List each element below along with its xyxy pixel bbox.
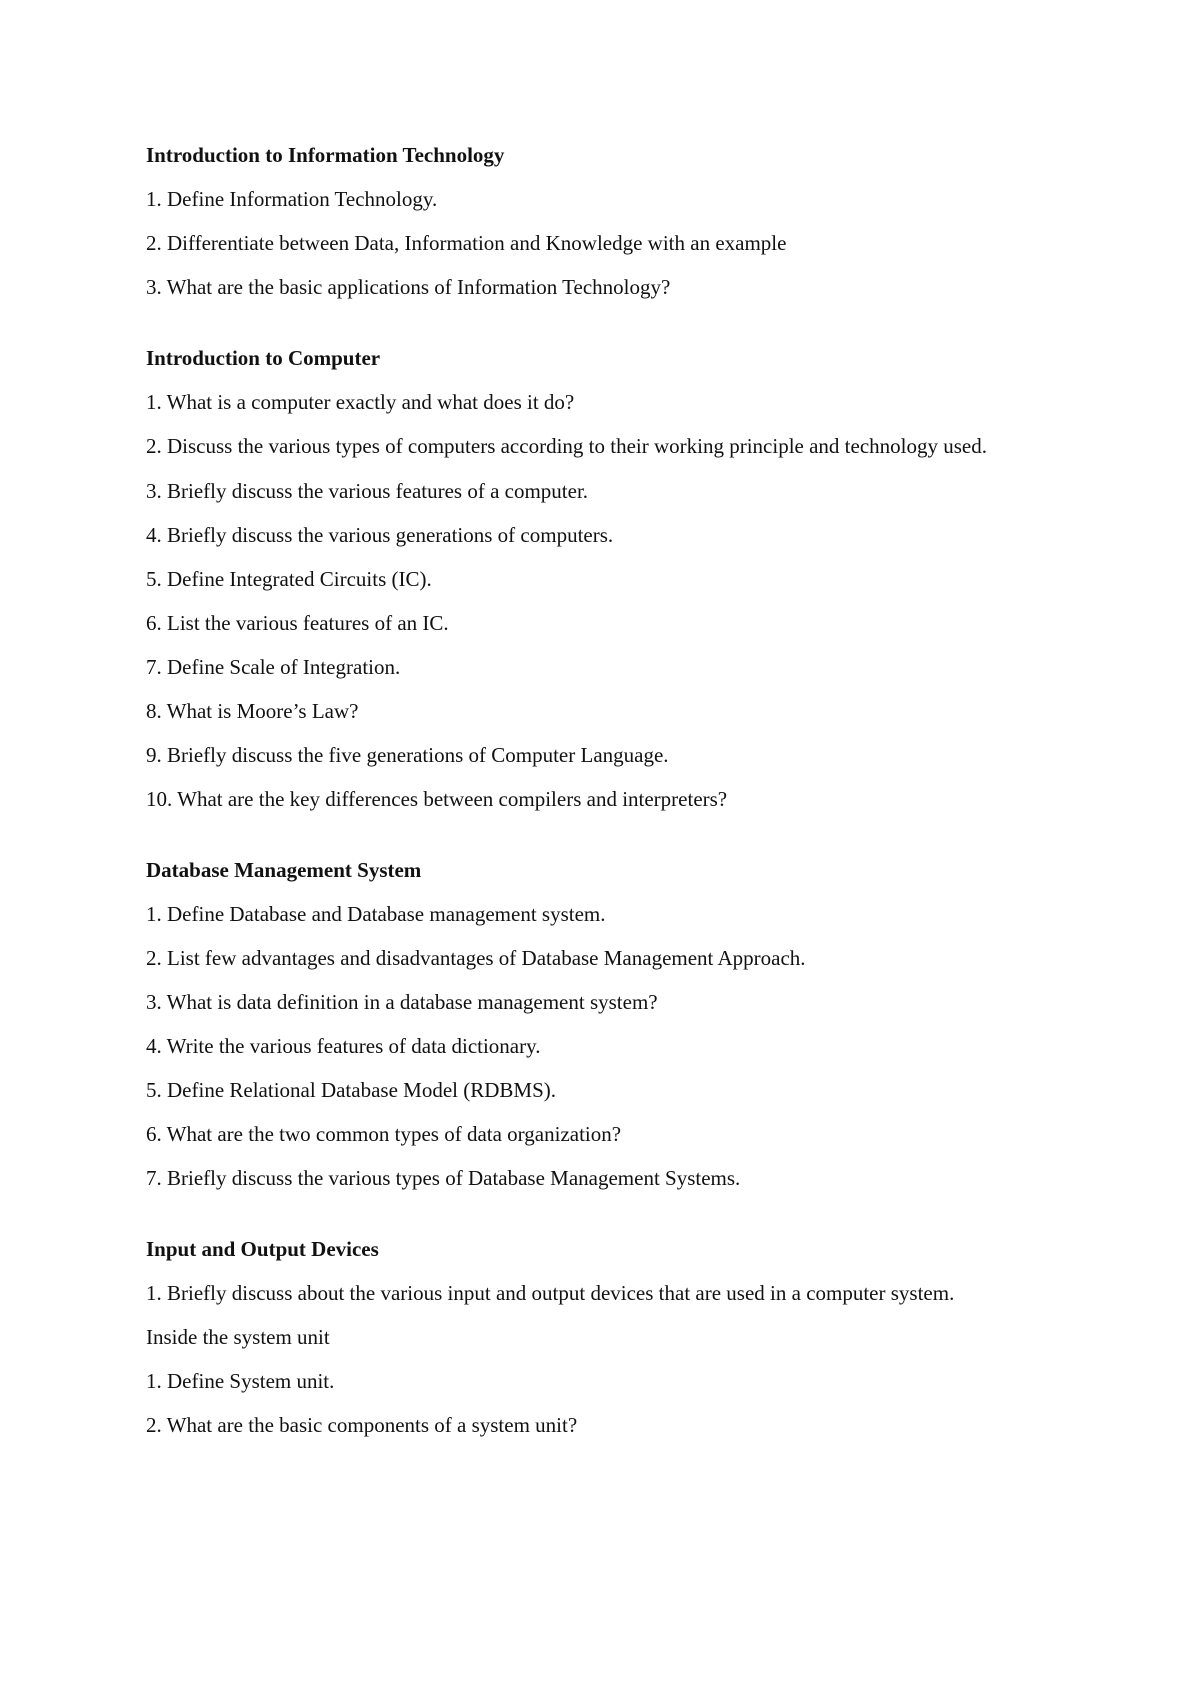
question-item: 2. List few advantages and disadvantages of Database Management Approach. (146, 946, 806, 970)
section-io-devices (146, 1236, 1066, 1438)
question-item: 2. Discuss the various types of computers according to their working principle and technology used. (146, 434, 987, 458)
question-item: 9. Briefly discuss the five generations of Computer Language. (146, 743, 669, 767)
question-item: 6. List the various features of an IC. (146, 611, 449, 635)
question-item: 2. Differentiate between Data, Information and Knowledge with an example (146, 231, 787, 255)
question-item: 1. What is a computer exactly and what does it do? (146, 390, 575, 414)
question-item: 3. What are the basic applications of Information Technology? (146, 275, 671, 299)
question-item: 1. Briefly discuss about the various input and output devices that are used in a computer system. (146, 1281, 955, 1305)
section-heading: Database Management System (146, 858, 422, 882)
section-intro-computer (146, 345, 1066, 812)
question-item: 5. Define Relational Database Model (RDBMS). (146, 1078, 556, 1102)
document-page (146, 142, 1066, 1456)
subheading-text: Inside the system unit (146, 1325, 330, 1349)
section-heading: Input and Output Devices (146, 1237, 379, 1261)
question-item: 2. What are the basic components of a system unit? (146, 1413, 578, 1437)
question-item: 3. Briefly discuss the various features of a computer. (146, 479, 589, 503)
question-item: 4. Write the various features of data dictionary. (146, 1034, 541, 1058)
question-item: 4. Briefly discuss the various generations of computers. (146, 523, 614, 547)
section-dbms (146, 857, 1066, 1191)
question-item: 10. What are the key differences between compilers and interpreters? (146, 787, 728, 811)
section-heading: Introduction to Information Technology (146, 143, 505, 167)
section-heading: Introduction to Computer (146, 346, 381, 370)
question-item: 6. What are the two common types of data organization? (146, 1122, 622, 1146)
question-item: 1. Define System unit. (146, 1369, 335, 1393)
question-item: 7. Briefly discuss the various types of Database Management Systems. (146, 1166, 741, 1190)
section-intro-it (146, 142, 1066, 300)
question-item: 1. Define Information Technology. (146, 187, 438, 211)
question-item: 5. Define Integrated Circuits (IC). (146, 567, 432, 591)
question-item: 7. Define Scale of Integration. (146, 655, 401, 679)
question-item: 8. What is Moore’s Law? (146, 699, 359, 723)
question-item: 1. Define Database and Database management system. (146, 902, 606, 926)
question-item: 3. What is data definition in a database management system? (146, 990, 658, 1014)
